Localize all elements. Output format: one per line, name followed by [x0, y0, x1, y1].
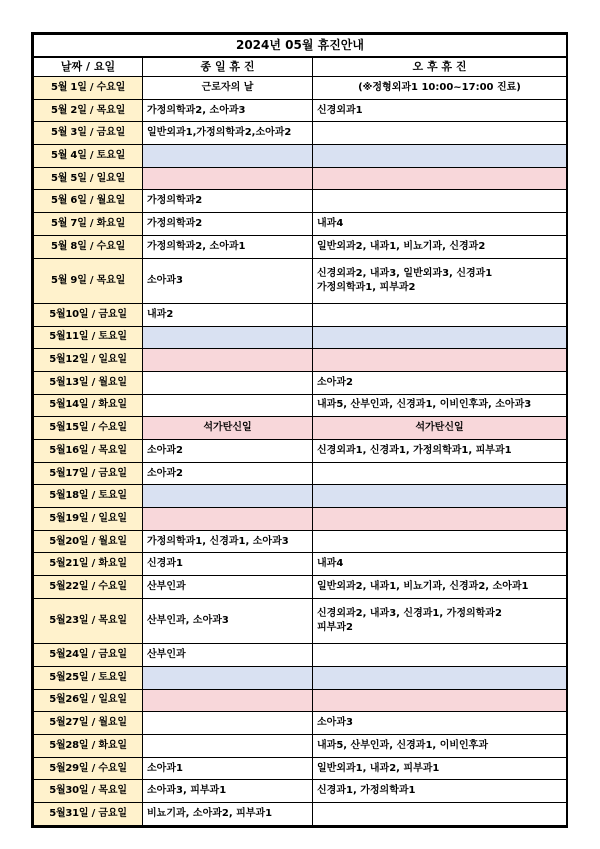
afternoon-closure-cell — [313, 757, 567, 780]
afternoon-closure-line: 일반외과2, 내과1, 비뇨기과, 신경과2, 소아과1 — [317, 580, 529, 592]
date-cell: 5월23일 / 목요일 — [34, 598, 143, 643]
schedule-row — [34, 371, 567, 394]
afternoon-closure-cell — [313, 371, 567, 394]
date-cell: 5월29일 / 수요일 — [34, 757, 143, 780]
allday-closure-cell: 소아과3, 피부과1 — [143, 780, 313, 803]
date-cell: 5월 8일 / 수요일 — [34, 235, 143, 258]
date-cell: 5월26일 / 일요일 — [34, 689, 143, 712]
afternoon-closure-cell — [313, 485, 567, 508]
afternoon-closure-cell — [313, 734, 567, 757]
afternoon-closure-cell — [313, 508, 567, 531]
afternoon-closure-cell — [313, 258, 567, 303]
date-cell: 5월 9일 / 목요일 — [34, 258, 143, 303]
date-cell: 5월12일 / 일요일 — [34, 349, 143, 372]
afternoon-closure-line: 신경외과2, 내과3, 신경과1, 가정의학과2 — [317, 608, 502, 620]
date-cell: 5월30일 / 목요일 — [34, 780, 143, 803]
date-cell: 5월 6일 / 월요일 — [34, 190, 143, 213]
header-allday: 종 일 휴 진 — [143, 57, 313, 77]
allday-closure-cell — [143, 145, 313, 168]
afternoon-closure-line: 석가탄신일 — [415, 422, 464, 434]
date-cell: 5월28일 / 화요일 — [34, 734, 143, 757]
schedule-row — [34, 326, 567, 349]
afternoon-closure-line: 일반외과1, 내과2, 피부과1 — [317, 762, 440, 774]
date-cell: 5월13일 / 월요일 — [34, 371, 143, 394]
allday-closure-cell: 소아과2 — [143, 440, 313, 463]
afternoon-closure-cell — [313, 803, 567, 826]
afternoon-closure-line: 신경과1, 가정의학과1 — [317, 785, 416, 797]
schedule-row — [34, 598, 567, 643]
date-cell: 5월21일 / 화요일 — [34, 553, 143, 576]
schedule-row — [34, 757, 567, 780]
schedule-row — [34, 258, 567, 303]
schedule-row — [34, 530, 567, 553]
afternoon-closure-line: 신경외과1, 신경과1, 가정의학과1, 피부과1 — [317, 444, 512, 456]
afternoon-closure-cell — [313, 235, 567, 258]
date-cell: 5월 4일 / 토요일 — [34, 145, 143, 168]
allday-closure-cell — [143, 712, 313, 735]
date-cell: 5월10일 / 금요일 — [34, 303, 143, 326]
schedule-row — [34, 666, 567, 689]
afternoon-closure-cell — [313, 598, 567, 643]
afternoon-closure-line: 신경외과1 — [317, 104, 363, 116]
afternoon-closure-line: 신경외과2, 내과3, 일반외과3, 신경과1 — [317, 267, 493, 279]
afternoon-closure-line: (※정형외과1 10:00~17:00 진료) — [358, 81, 521, 93]
date-cell: 5월24일 / 금요일 — [34, 644, 143, 667]
header-row — [34, 57, 567, 77]
allday-closure-cell: 일반외과1,가정의학과2,소아과2 — [143, 122, 313, 145]
schedule-row — [34, 303, 567, 326]
allday-closure-cell — [143, 508, 313, 531]
date-cell: 5월18일 / 토요일 — [34, 485, 143, 508]
afternoon-closure-line: 소아과3 — [317, 717, 353, 729]
schedule-row — [34, 213, 567, 236]
afternoon-closure-cell — [313, 145, 567, 168]
header-date: 날짜 / 요일 — [34, 57, 143, 77]
afternoon-closure-cell — [313, 712, 567, 735]
afternoon-closure-line: 가정의학과1, 피부과2 — [317, 281, 416, 293]
allday-closure-cell — [143, 394, 313, 417]
date-cell: 5월 1일 / 수요일 — [34, 77, 143, 100]
afternoon-closure-cell — [313, 644, 567, 667]
afternoon-closure-cell — [313, 99, 567, 122]
date-cell: 5월11일 / 토요일 — [34, 326, 143, 349]
afternoon-closure-cell — [313, 689, 567, 712]
afternoon-closure-cell — [313, 780, 567, 803]
afternoon-closure-line: 내과4 — [317, 217, 344, 229]
afternoon-closure-cell — [313, 462, 567, 485]
date-cell: 5월17일 / 금요일 — [34, 462, 143, 485]
afternoon-closure-cell — [313, 77, 567, 100]
afternoon-closure-cell — [313, 440, 567, 463]
schedule-row — [34, 145, 567, 168]
afternoon-closure-cell — [313, 666, 567, 689]
date-cell: 5월 7일 / 화요일 — [34, 213, 143, 236]
schedule-row — [34, 803, 567, 826]
allday-closure-cell: 가정의학과1, 신경과1, 소아과3 — [143, 530, 313, 553]
schedule-row — [34, 190, 567, 213]
afternoon-closure-line: 일반외과2, 내과1, 비뇨기과, 신경과2 — [317, 240, 486, 252]
schedule-row — [34, 553, 567, 576]
afternoon-closure-cell — [313, 326, 567, 349]
schedule-row — [34, 99, 567, 122]
schedule-row — [34, 689, 567, 712]
allday-closure-cell: 근로자의 날 — [143, 77, 313, 100]
holiday-notice-sheet — [31, 32, 568, 828]
schedule-row — [34, 394, 567, 417]
page-title: 2024년 05월 휴진안내 — [34, 35, 567, 57]
schedule-row — [34, 167, 567, 190]
date-cell: 5월14일 / 화요일 — [34, 394, 143, 417]
allday-closure-cell — [143, 349, 313, 372]
schedule-row — [34, 440, 567, 463]
allday-closure-cell: 산부인과 — [143, 644, 313, 667]
schedule-row — [34, 644, 567, 667]
date-cell: 5월25일 / 토요일 — [34, 666, 143, 689]
afternoon-closure-line: 내과5, 산부인과, 신경과1, 이비인후과 — [317, 739, 488, 751]
afternoon-closure-cell — [313, 417, 567, 440]
afternoon-closure-cell — [313, 530, 567, 553]
allday-closure-cell: 비뇨기과, 소아과2, 피부과1 — [143, 803, 313, 826]
schedule-row — [34, 508, 567, 531]
schedule-row — [34, 417, 567, 440]
schedule-row — [34, 235, 567, 258]
schedule-row — [34, 734, 567, 757]
schedule-row — [34, 349, 567, 372]
allday-closure-cell: 가정의학과2 — [143, 213, 313, 236]
allday-closure-cell — [143, 167, 313, 190]
afternoon-closure-line: 내과4 — [317, 558, 344, 570]
header-afternoon: 오 후 휴 진 — [313, 57, 567, 77]
schedule-row — [34, 462, 567, 485]
date-cell: 5월 2일 / 목요일 — [34, 99, 143, 122]
allday-closure-cell: 석가탄신일 — [143, 417, 313, 440]
allday-closure-cell: 소아과2 — [143, 462, 313, 485]
afternoon-closure-cell — [313, 122, 567, 145]
afternoon-closure-cell — [313, 553, 567, 576]
schedule-row — [34, 576, 567, 599]
date-cell: 5월16일 / 목요일 — [34, 440, 143, 463]
afternoon-closure-line: 피부과2 — [317, 622, 353, 634]
date-cell: 5월20일 / 월요일 — [34, 530, 143, 553]
date-cell: 5월15일 / 수요일 — [34, 417, 143, 440]
date-cell: 5월 5일 / 일요일 — [34, 167, 143, 190]
afternoon-closure-cell — [313, 349, 567, 372]
afternoon-closure-cell — [313, 190, 567, 213]
date-cell: 5월31일 / 금요일 — [34, 803, 143, 826]
afternoon-closure-cell — [313, 394, 567, 417]
date-cell: 5월19일 / 일요일 — [34, 508, 143, 531]
schedule-row — [34, 122, 567, 145]
schedule-body — [34, 35, 567, 826]
allday-closure-cell: 가정의학과2, 소아과1 — [143, 235, 313, 258]
schedule-row — [34, 485, 567, 508]
afternoon-closure-cell — [313, 576, 567, 599]
allday-closure-cell: 산부인과 — [143, 576, 313, 599]
allday-closure-cell: 소아과1 — [143, 757, 313, 780]
closure-schedule-table — [33, 34, 567, 826]
afternoon-closure-cell — [313, 303, 567, 326]
afternoon-closure-cell — [313, 213, 567, 236]
allday-closure-cell — [143, 371, 313, 394]
allday-closure-cell: 가정의학과2 — [143, 190, 313, 213]
afternoon-closure-line: 소아과2 — [317, 376, 353, 388]
schedule-row — [34, 780, 567, 803]
allday-closure-cell — [143, 666, 313, 689]
allday-closure-cell: 신경과1 — [143, 553, 313, 576]
allday-closure-cell: 소아과3 — [143, 258, 313, 303]
date-cell: 5월22일 / 수요일 — [34, 576, 143, 599]
schedule-row — [34, 77, 567, 100]
afternoon-closure-cell — [313, 167, 567, 190]
title-row — [34, 35, 567, 57]
allday-closure-cell — [143, 689, 313, 712]
date-cell: 5월 3일 / 금요일 — [34, 122, 143, 145]
allday-closure-cell: 산부인과, 소아과3 — [143, 598, 313, 643]
allday-closure-cell — [143, 326, 313, 349]
date-cell: 5월27일 / 월요일 — [34, 712, 143, 735]
allday-closure-cell — [143, 734, 313, 757]
allday-closure-cell — [143, 485, 313, 508]
afternoon-closure-line: 내과5, 산부인과, 신경과1, 이비인후과, 소아과3 — [317, 399, 532, 411]
schedule-row — [34, 712, 567, 735]
allday-closure-cell: 가정의학과2, 소아과3 — [143, 99, 313, 122]
allday-closure-cell: 내과2 — [143, 303, 313, 326]
